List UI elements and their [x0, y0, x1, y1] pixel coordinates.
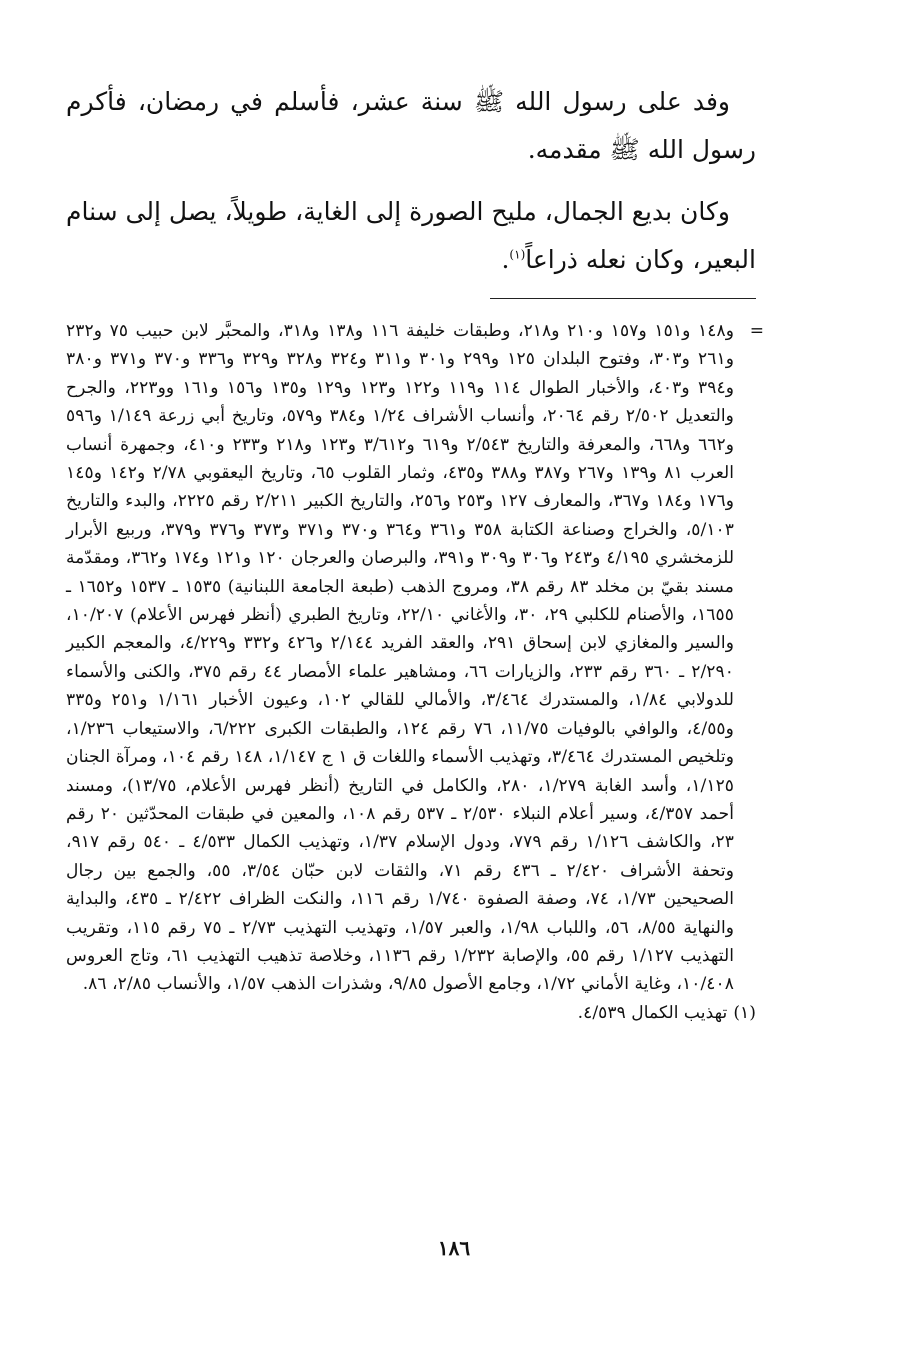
continuation-text: و١٤٨ و١٥١ و١٥٧ و٢١٠ و٢١٨، وطبقات خليفة ١١٦ و١٣٨ و٣١٨، والمحبَّر لابن حبيب ٧٥ و٢٣٢ و٢٦١ و٣٠٣، وفتوح البلدان ١٢٥ و٢٩٩ و٣٠١ و٣١١ و٣٢٤ و٣٢٨ و٣٢٩ و٣٣٦ و٣٧٠ و٣٧١ و٣٨٠ و٣٩٤ و٤٠٣، والأخبار الطوال ١١٤ و١١٩ و١٢٢ و١٢٣ و١٢٩ و١٣٥ و١٥٦ و١٦١ وو٢٢٣، والجرح والتعديل ٢/٥٠٢ رقم ٢٠٦٤، وأنساب الأشراف ١/٢٤ و٣٨٤ و٥٧٩، وتاريخ أبي زرعة ١/١٤٩ و٥٩٦ و٦٦٢ و٦٦٨، والمعرفة والتاريخ ٢/٥٤٣ و٦١٩ و٣/٦١٢ و١٢٣ و٢١٨ و٢٣٣ و٤١٠، وجمهرة أنساب العرب ٨١ و١٣٩ و٢٦٧ و٣٨٧ و٣٨٨ و٤٣٥، وثمار القلوب ٦٥، وتاريخ اليعقوبي ٢/٧٨ و١٤٢ و١٤٥ و١٧٦ و١٨٤ و٣٦٧، والمعارف ١٢٧ و٢٥٣ و٢٥٦، والتاريخ الكبير ٢/٢١١ رقم ٢٢٢٥، والبدء والتاريخ ٥/١٠٣، والخراج وصناعة الكتابة ٣٥٨ و٣٦١ و٣٦٤ و٣٧٠ و٣٧١ و٣٧٣ و٣٧٦ و٣٧٩، وربيع الأبرار للزمخشري ٤/١٩٥ و٢٤٣ و٣٠٦ و٣٠٩ و٣٩١، والبرصان والعرجان ١٢٠ و١٢١ و١٧٤ و٣٦٢، ومقدّمة مسند بقيّ بن مخلد ٨٣ رقم ٣٨، ومروج الذهب (طبعة الجامعة اللبنانية) ١٥٣٥ ـ ١٥٣٧ و١٦٥٢ ـ ١٦٥٥، والأصنام للكلبي ٢٩، ٣٠، والأغاني ٢٢/١٠، وتاريخ الطبري (أنظر فهرس الأعلام) ١٠/٢٠٧، والسير والمغازي لابن إسحاق ٢٩١، والعقد الفريد ٢/١٤٤ و٤٢٦ و٣٣٢ و٤/٢٢٩، والمعجم الكبير ٢/٢٩٠ ـ ٣٦٠ رقم ٢٣٣، والزيارات ٦٦، ومشاهير علماء الأمصار ٤٤ رقم ٣٧٥، والكنى والأسماء للدولابي ١/٨٤، والمستدرك ٣/٤٦٤، والأمالي للقالي ١٠٢، وعيون الأخبار ١/١٦١ و٢٥١ و٣٣٥ و٤/٥٥، والوافي بالوفيات ١١/٧٥، ٧٦ رقم ١٢٤، والطبقات الكبرى ٦/٢٢٢، والاستيعاب ١/٢٣٦، وتلخيص المستدرك ٣/٤٦٤، وتهذيب الأسماء واللغات ق ١ ج ١/١٤٧، ١٤٨ رقم ١٠٤، ومرآة الجنان ١/١٢٥، وأسد الغابة ١/٢٧٩، ٢٨٠، والكامل في التاريخ (أنظر فهرس الأعلام، ١٣/٧٥)، ومسند أحمد ٤/٣٥٧، وسير أعلام النبلاء ٢/٥٣٠ ـ ٥٣٧ رقم ١٠٨، والمعين في طبقات المحدّثين ٢٠ رقم ٢٣، والكاشف ١/١٢٦ رقم ٧٧٩، ودول الإسلام ١/٣٧، وتهذيب الكمال ٤/٥٣٣ ـ ٥٤٠ رقم ٩١٧، وتحفة الأشراف ٢/٤٢٠ ـ ٤٣٦ رقم ٧١، والثقات لابن حبّان ٣/٥٤، ٥٥، والجمع بين رجال الصحيحين ١/٧٣، ٧٤، وصفة الصفوة ١/٧٤٠ رقم ١١٦، والنكت الظراف ٢/٤٢٢ ـ ٤٣٥، والبداية والنهاية ٨/٥٥، ٥٦، واللباب ١/٩٨، والعبر ١/٥٧، وتهذيب التهذيب ٢/٧٣ ـ ٧٥ رقم ١١٥، وتقريب التهذيب ١/١٢٧ رقم ٥٥، والإصابة ١/٢٣٢ رقم ١١٣٦، وخلاصة تذهيب التهذيب ٦١، وتاج العروس ١٠/٤٠٨، وغاية الأماني ١/٧٢، وجامع الأصول ٩/٨٥، وشذرات الذهب ١/٥٧، والأنساب ٢/٨٥، ٨٦.	[66, 321, 735, 995]
body-paragraph-1	[66, 78, 756, 174]
paragraph-2-ending: .	[501, 245, 510, 274]
page-number: ١٨٦	[437, 1236, 471, 1260]
footnote-continuation	[66, 317, 764, 999]
footnotes-section	[66, 317, 764, 1027]
body-paragraph-2	[66, 188, 756, 284]
page-content	[66, 78, 764, 1027]
footnote-1	[66, 999, 756, 1027]
paragraph-1-text: وفد على رسول الله ﷺ سنة عشر، فأسلم في رمضان، فأكرم رسول الله ﷺ مقدمه.	[66, 87, 756, 164]
footnote-separator	[490, 298, 756, 299]
continuation-marker: =	[749, 321, 764, 341]
footnote-1-text: تهذيب الكمال ٤/٥٣٩.	[577, 1002, 728, 1023]
footnote-reference[interactable]: (١)	[509, 247, 526, 262]
footnote-1-number: (١)	[733, 1002, 756, 1023]
paragraph-2-text: وكان بديع الجمال، مليح الصورة إلى الغاية، طويلاً، يصل إلى سنام البعير، وكان نعله ذراعاً	[66, 197, 756, 274]
